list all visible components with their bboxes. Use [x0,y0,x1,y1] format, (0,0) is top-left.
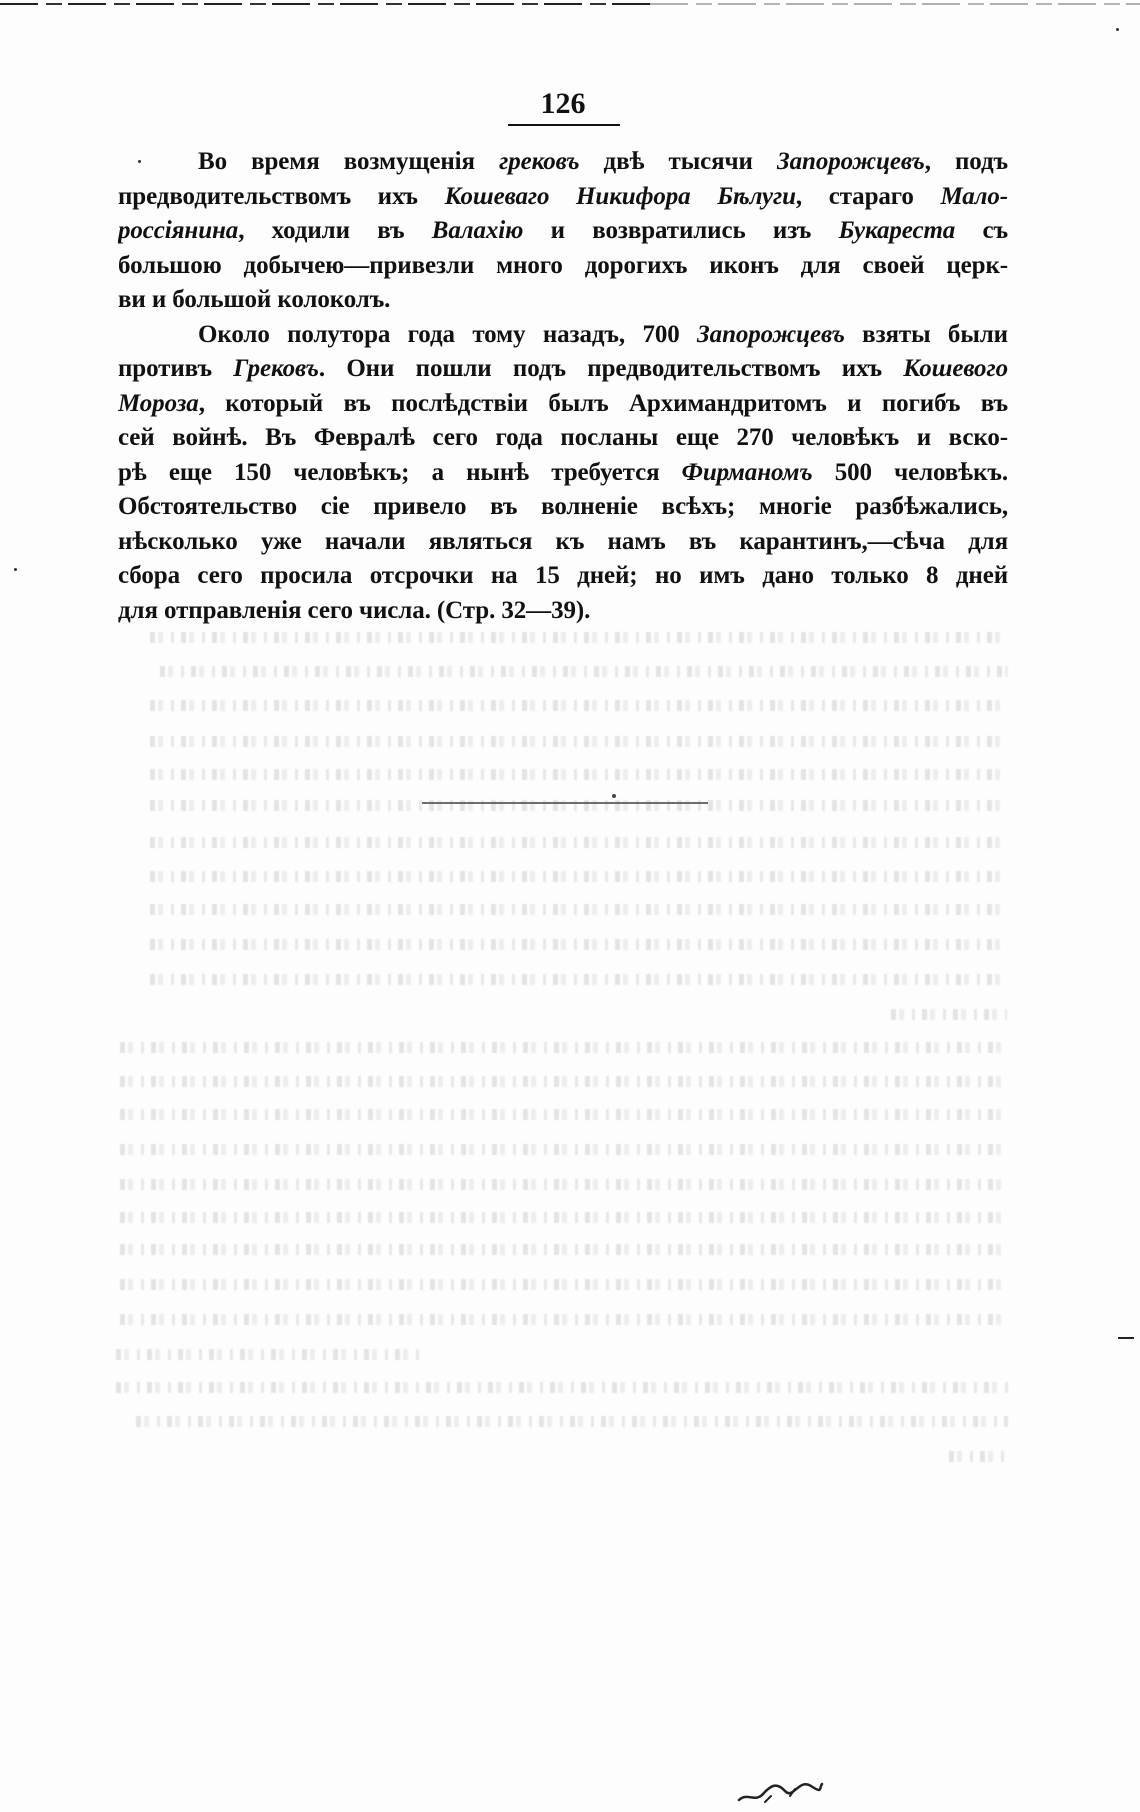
bleed-through-line [120,1244,1008,1255]
bleed-through-line [150,837,1008,848]
bleed-through-line [120,1212,1008,1223]
text-line [118,490,1008,525]
bleed-through-line [150,632,1008,643]
italic-text: Запорожцевъ [697,320,845,348]
text-segment: Около полутора года тому назадъ, 700 [198,320,698,348]
bleed-through-line [150,939,1008,950]
bleed-through-speck [612,794,616,798]
text-line [118,387,1008,422]
bleed-through-line [150,700,1008,711]
text-segment: сбора сего просила отсрочки на 15 дней; но имъ дано только 8 дней [118,562,1008,589]
text-line [118,594,1008,629]
stray-speck [138,160,141,163]
page-number-underline [508,124,620,126]
bleed-through-line [120,1042,1008,1053]
bleed-through-line [136,1416,1008,1427]
bleed-through-line [116,1349,422,1360]
bleed-through-line [949,1451,1007,1462]
italic-text: Кошеваго Никифора Бѣлуги [444,182,796,210]
text-line [118,525,1008,560]
paragraph [118,318,1008,629]
text-line [118,214,1008,249]
text-line [118,352,1008,387]
italic-text: Мороза [118,389,199,417]
text-segment: и возвратились изъ [523,217,839,244]
bleed-through-line [120,1179,1008,1190]
text-line [118,145,1008,180]
text-segment: нѣсколько уже начали являться къ намъ въ карантинъ,—сѣча для [118,527,1008,555]
text-line [118,283,1008,318]
bleed-through-line [150,736,1008,747]
edge-mark [1118,1337,1134,1339]
bleed-through-line [891,1009,1007,1020]
text-segment: большою добычею—привезли много дорогихъ иконъ для своей церк- [118,251,1008,279]
text-line [118,559,1008,594]
bleed-through-line [120,1144,1008,1155]
bleed-through-line [120,1076,1008,1087]
text-line [118,249,1008,284]
italic-text: Мало- [940,182,1008,210]
bleed-through-line [150,769,1008,780]
italic-text: грековъ [499,148,580,175]
italic-text: россіянина [118,217,239,244]
bleed-through-line [150,974,1008,985]
ink-scribble-icon [735,1772,825,1808]
italic-text: Букареста [838,217,956,244]
italic-text: Валахію [431,217,524,244]
text-segment: ви и большой колоколъ. [118,286,391,313]
bleed-through-line [120,1109,1008,1120]
bleed-through-line [120,1279,1008,1290]
scan-top-edge-faint [650,3,1140,5]
text-segment: рѣ еще 150 человѣкъ; а нынѣ требуется [118,458,682,486]
text-segment: , стараго [795,182,941,210]
text-segment: съ [955,217,1008,244]
bleed-through-line [160,666,1008,677]
bleed-through-line [116,1382,1008,1393]
text-segment: 500 человѣкъ. [812,458,1008,486]
text-block [118,145,1008,628]
text-segment: , который въ послѣдствіи былъ Архимандритомъ и погибъ въ [198,389,1008,417]
text-segment: сей войнѣ. Въ Февралѣ сего года посланы еще 270 человѣкъ и вско- [118,424,1008,451]
text-segment: предводительствомъ ихъ [118,182,445,210]
text-segment: . Они пошли подъ предводительствомъ ихъ [318,355,904,382]
text-segment: противъ [118,355,234,382]
text-segment: взяты были [844,320,1008,348]
text-line [118,456,1008,491]
stray-speck [1116,28,1119,31]
text-segment: Во время возмущенія [198,148,500,175]
text-segment: , подъ [924,148,1008,175]
scan-top-edge [0,3,650,5]
bleed-through-line [150,904,1008,915]
text-line [118,180,1008,215]
text-segment: Обстоятельство сіе привело въ волненіе всѣхъ; многіе разбѣжались, [118,493,1008,520]
bleed-through-rule [422,802,708,804]
italic-text: Запорожцевъ [777,148,925,175]
italic-text: Фирманомъ [681,458,813,486]
italic-text: Кошевого [903,355,1008,382]
paragraph [118,145,1008,318]
bleed-through-line [150,871,1008,882]
text-line [118,421,1008,456]
stray-speck [14,568,17,571]
text-segment: , ходили въ [238,217,432,244]
page-number: 126 [540,87,586,120]
text-segment: двѣ тысячи [579,148,777,175]
text-segment: для отправленія сего числа. (Стр. 32—39). [118,596,591,624]
text-line [118,318,1008,353]
bleed-through-line [120,1314,1008,1325]
italic-text: Грековъ [233,355,319,382]
